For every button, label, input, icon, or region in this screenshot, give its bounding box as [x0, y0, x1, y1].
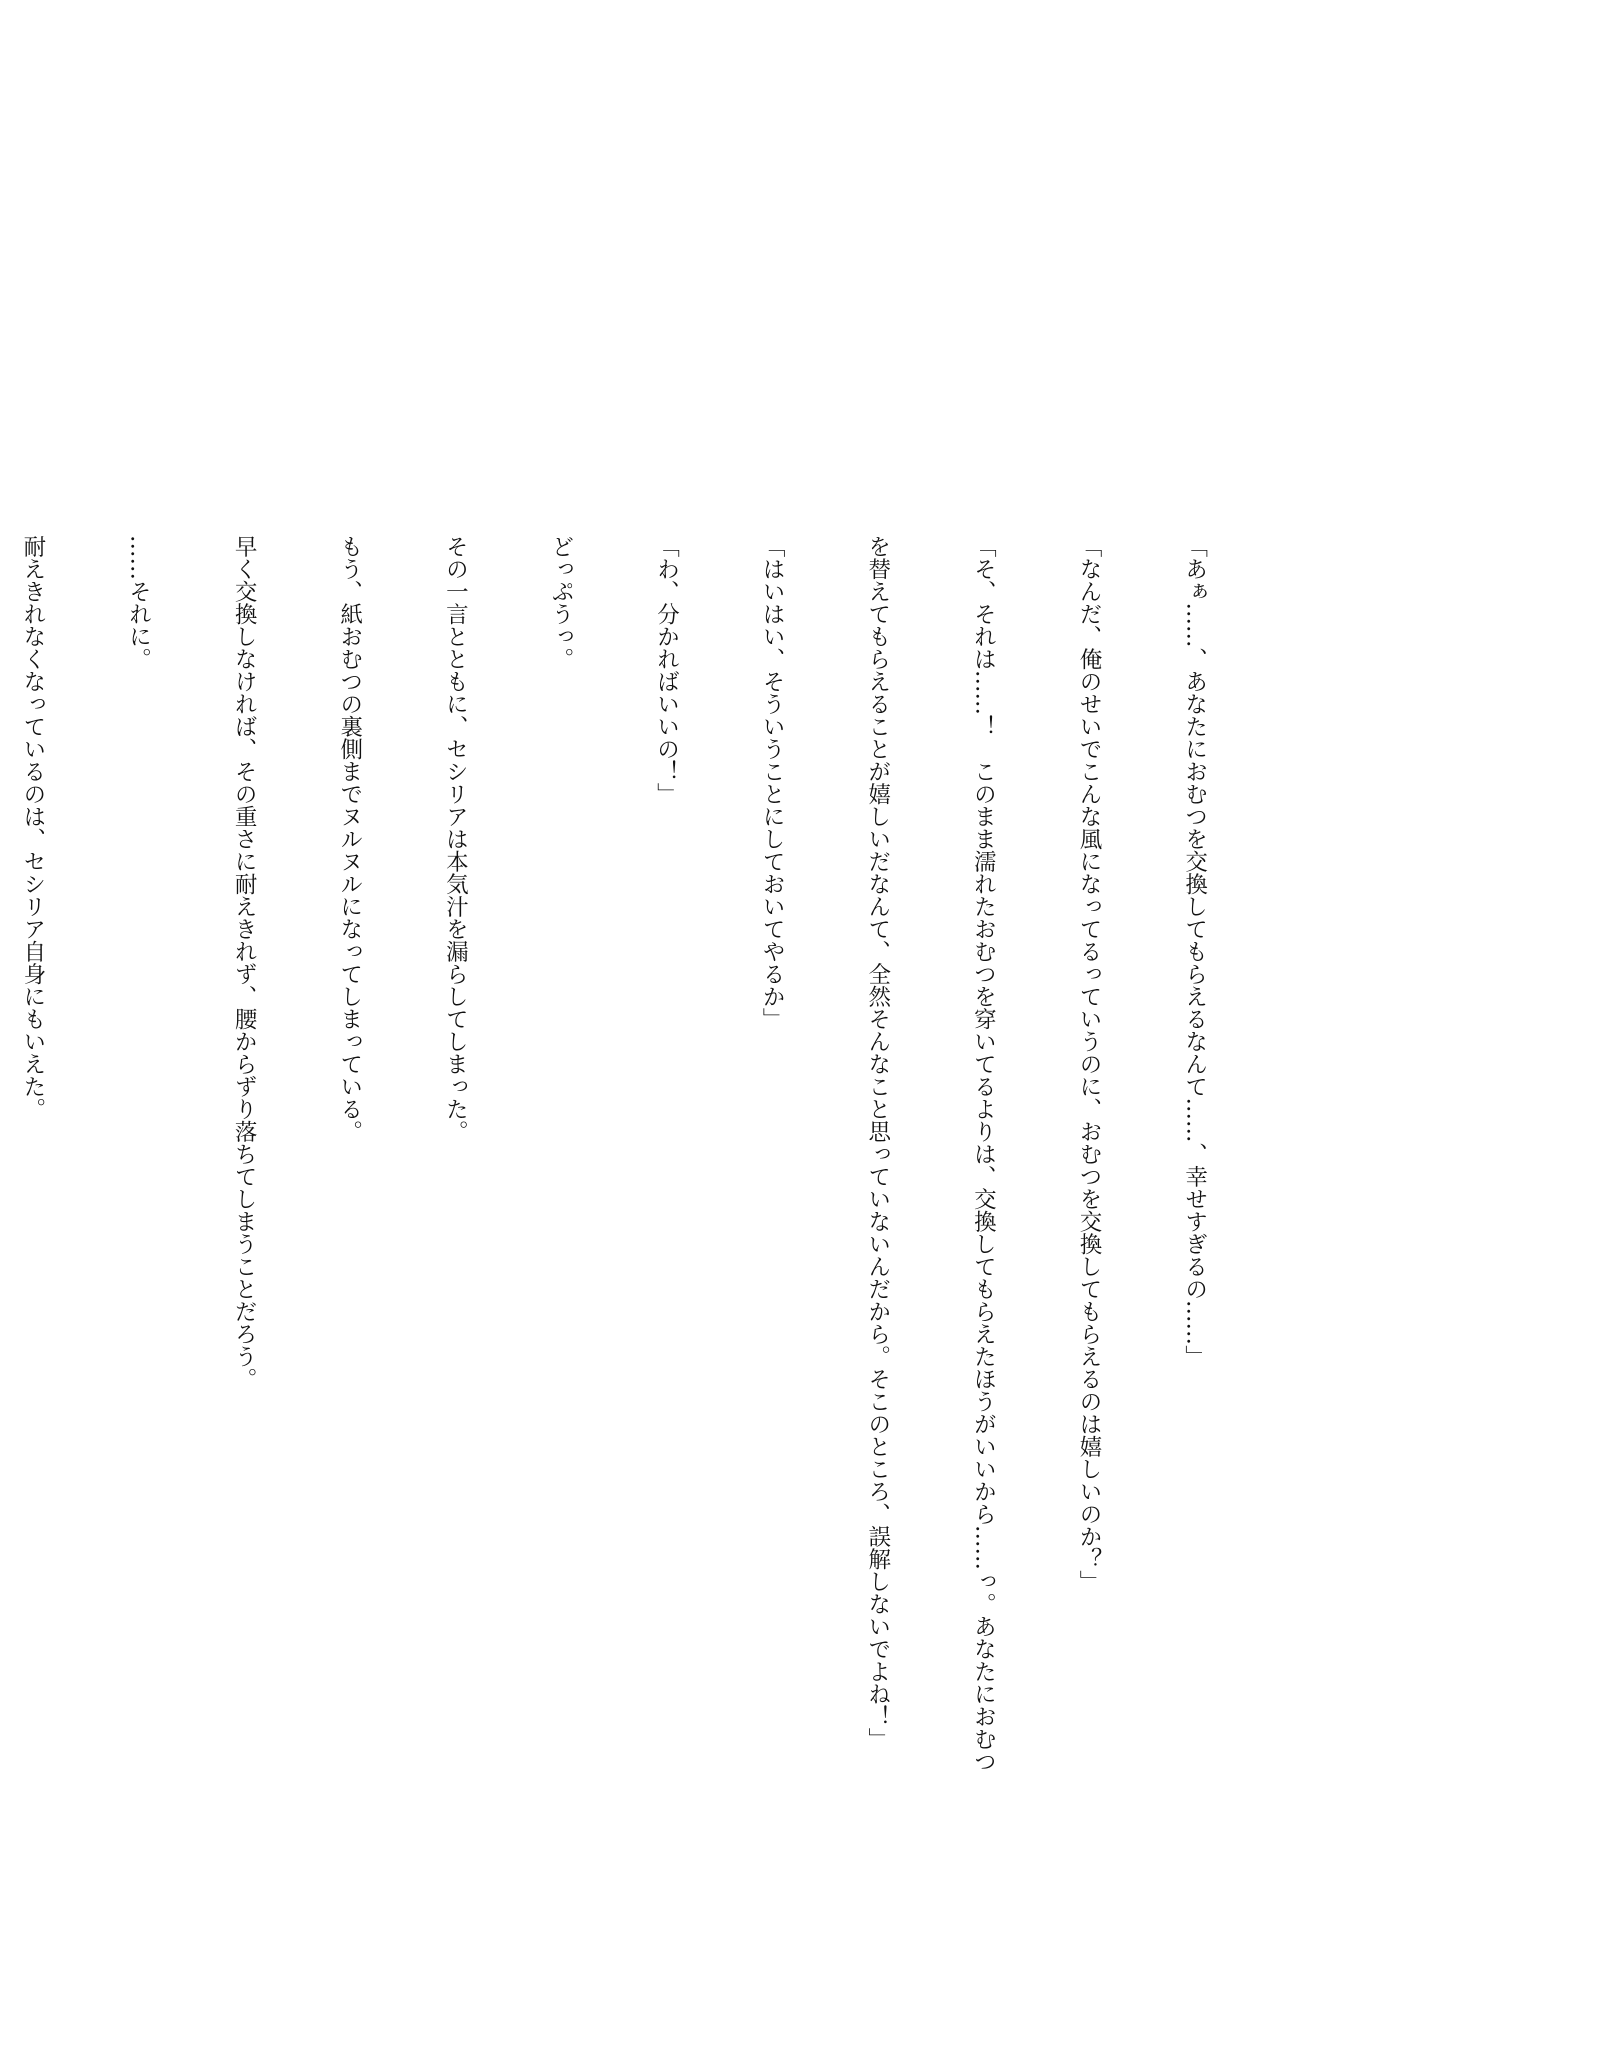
- text-line: 耐えきれなくなっているのは、セシリア自身にもいえた。: [19, 535, 46, 1120]
- text-line: 早く交換しなければ、その重さに耐えきれず、腰からずり落ちてしまうことだろう。: [231, 535, 258, 1390]
- text-line: 「なんだ、俺のせいでこんな風になってるっていうのに、おむつを交換してもらえるのは嬉しいのか？」: [1075, 535, 1102, 1593]
- text-line: もう、紙おむつの裏側までヌルヌルになってしまっている。: [336, 535, 363, 1143]
- vertical-text-body: [0, 535, 1282, 1875]
- text-line: 「あぁ……、あなたにおむつを交換してもらえるなんて……、幸せすぎるの……」: [1181, 535, 1208, 1368]
- text-line: その一言とともに、セシリアは本気汁を漏らしてしまった。: [442, 535, 469, 1143]
- text-line: ……それに。: [125, 535, 152, 670]
- text-line: を替えてもらえることが嬉しいだなんて、全然そんなこと思っていないんだから。そこのところ、誤解しないでよね！」: [864, 535, 891, 1750]
- text-line: 「わ、分かればいいの！」: [653, 535, 680, 805]
- text-line: 「はいはい、そういうことにしておいてやるか」: [759, 535, 786, 1030]
- text-line: 「そ、それは……！ このまま濡れたおむつを穿いてるよりは、交換してもらえたほうがいいから……っ。あなたにおむつ: [970, 535, 997, 1773]
- text-line: どっぷうっ。: [547, 535, 574, 670]
